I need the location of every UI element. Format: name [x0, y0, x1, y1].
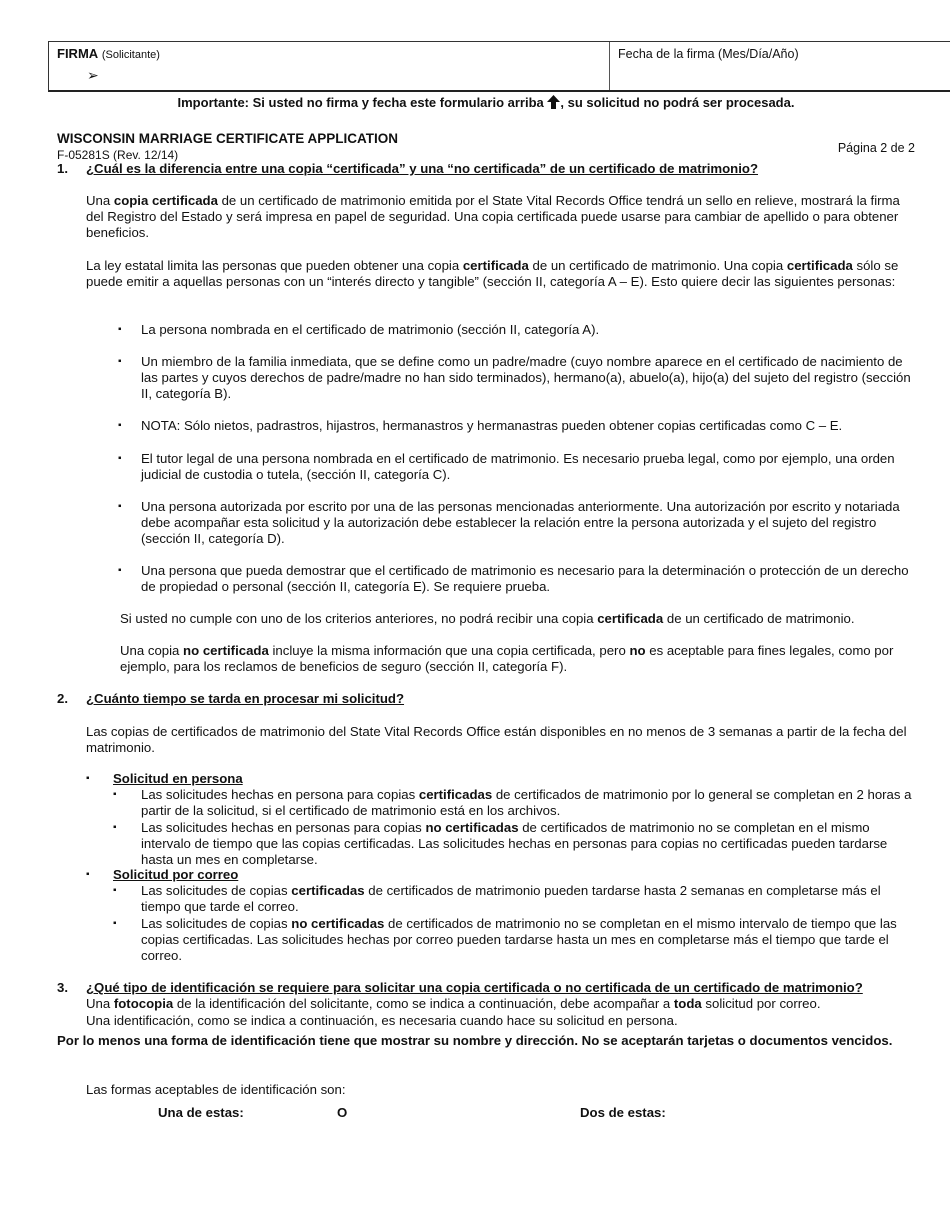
signature-date-field[interactable]	[610, 42, 950, 90]
signature-label: FIRMA	[57, 46, 99, 61]
signature-sublabel: (Solicitante)	[101, 49, 160, 61]
list-item: ▪ Las solicitudes hechas en personas para copias no certificadas de certificados de matrimonio no se completan en el mismo intervalo de tiempo que las copias certificadas. Las solicitudes hechas en personas para copias no certificadas pueden tardarse hasta un mes en completarse.	[113, 820, 918, 868]
q1-paragraph-1: Una copia certificada de un certificado de matrimonio emitida por el State Vital Records Office tendrá un sello en relieve, mostrará la firma del Registro del Estado y será impresa en papel de seguridad. Una copia certificada puede usarse para cambiar de apellido o para obtener beneficios.	[86, 193, 900, 240]
list-item: ▪ Un miembro de la familia inmediata, que se define como un padre/madre (cuyo nombre aparece en el certificado de nacimiento de las partes y cuyos derechos de padre/madre no han sido terminados), hermano(a), abuelo(a), hijo(a) del sujeto del registro (sección II, categoría B).	[118, 354, 918, 402]
signature-field[interactable]	[49, 42, 610, 90]
up-arrow-icon	[547, 95, 560, 109]
by-mail-heading: ▪ Solicitud por correo	[86, 867, 916, 883]
signature-date-label: Fecha de la firma (Mes/Día/Año)	[618, 47, 799, 61]
q3-title: ¿Qué tipo de identificación se requiere para solicitar una copia certificada o no certificada de un certificado de matrimonio?	[86, 980, 863, 995]
page-number: Página 2 de 2	[837, 141, 915, 155]
q2-title: ¿Cuánto tiempo se tarda en procesar mi solicitud?	[86, 691, 405, 706]
q1-title: ¿Cuál es la diferencia entre una copia “certificada” y una “no certificada” de un certificado de matrimonio?	[86, 161, 759, 176]
q1-number: 1.	[57, 161, 68, 176]
list-item: ▪ La persona nombrada en el certificado de matrimonio (sección II, categoría A).	[118, 322, 918, 338]
list-item: ▪ El tutor legal de una persona nombrada en el certificado de matrimonio. Es necesario prueba legal, como por ejemplo, una orden judicial de custodia o tutela, (sección II, categoría C).	[118, 451, 918, 483]
list-item: ▪ Las solicitudes de copias certificadas de certificados de matrimonio pueden tardarse hasta 2 semanas en completarse más el tiempo que tarde el correo.	[113, 883, 918, 915]
acceptable-id-intro: Las formas aceptables de identificación son:	[86, 1082, 346, 1097]
one-of-heading: Una de estas:	[158, 1105, 244, 1120]
arrowhead-icon: ➢	[87, 67, 99, 83]
q1-paragraph-2: La ley estatal limita las personas que pueden obtener una copia certificada de un certificado de matrimonio. Una copia certificada sólo se puede emitir a aquellas personas con un “interés directo y tangible” (sección II, categoría A – E). Esto quiere decir las siguientes personas:	[86, 258, 899, 289]
list-item: ▪ NOTA: Sólo nietos, padrastros, hijastros, hermanastros y hermanastras pueden obtener copias certificadas como C – E.	[118, 418, 918, 434]
q2-number: 2.	[57, 691, 68, 706]
list-item: ▪ Una persona que pueda demostrar que el certificado de matrimonio es necesario para la determinación o protección de un derecho de propiedad o personal (sección II, categoría E). Se requiere prueba.	[118, 563, 918, 595]
list-item: ▪ Una persona autorizada por escrito por una de las personas mencionadas anteriormente. Una autorización por escrito y notariada debe acompañar esta solicitud y la autorización debe establecer la relación entre la persona autorizada y el sujeto del registro (sección II, categoría D).	[118, 499, 918, 547]
form-id: F-05281S (Rev. 12/14)	[57, 148, 179, 162]
q3-id-note: Por lo menos una forma de identificación tiene que mostrar su nombre y dirección. No se aceptarán tarjetas o documentos vencidos.	[57, 1033, 893, 1048]
or-label: O	[337, 1105, 348, 1120]
important-notice: Importante: Si usted no firma y fecha este formulario arriba , su solicitud no podrá ser procesada.	[177, 95, 795, 110]
q1-paragraph-3: Si usted no cumple con uno de los criterios anteriores, no podrá recibir una copia certificada de un certificado de matrimonio.	[120, 611, 855, 626]
in-person-heading: ▪ Solicitud en persona	[86, 771, 916, 787]
list-item: ▪ Las solicitudes de copias no certificadas de certificados de matrimonio no se completan en el mismo intervalo de tiempo que las copias certificadas. Las solicitudes hechas por correo pueden tardarse hasta un mes en completarse más el tiempo que tarde el correo.	[113, 916, 918, 964]
list-item: ▪ Las solicitudes hechas en persona para copias certificadas de certificados de matrimonio por lo general se completan en 2 horas a partir de la solicitud, si el certificado de matrimonio está en los archivos.	[113, 787, 918, 819]
q1-paragraph-4: Una copia no certificada incluye la misma información que una copia certificada, pero no es aceptable para fines legales, como por ejemplo, para los reclamos de beneficios de seguro (sección II, categoría F).	[120, 643, 894, 674]
q3-number: 3.	[57, 980, 68, 995]
document-title: WISCONSIN MARRIAGE CERTIFICATE APPLICATION	[57, 131, 398, 146]
two-of-heading: Dos de estas:	[580, 1105, 666, 1120]
q3-line-2: Una identificación, como se indica a continuación, es necesaria cuando hace su solicitud en persona.	[86, 1013, 678, 1028]
signature-box	[48, 41, 950, 92]
q3-line-1: Una fotocopia de la identificación del solicitante, como se indica a continuación, debe acompañar a toda solicitud por correo.	[86, 996, 821, 1011]
q2-paragraph-1: Las copias de certificados de matrimonio del State Vital Records Office están disponibles en no menos de 3 semanas a partir de la fecha del matrimonio.	[86, 724, 907, 755]
